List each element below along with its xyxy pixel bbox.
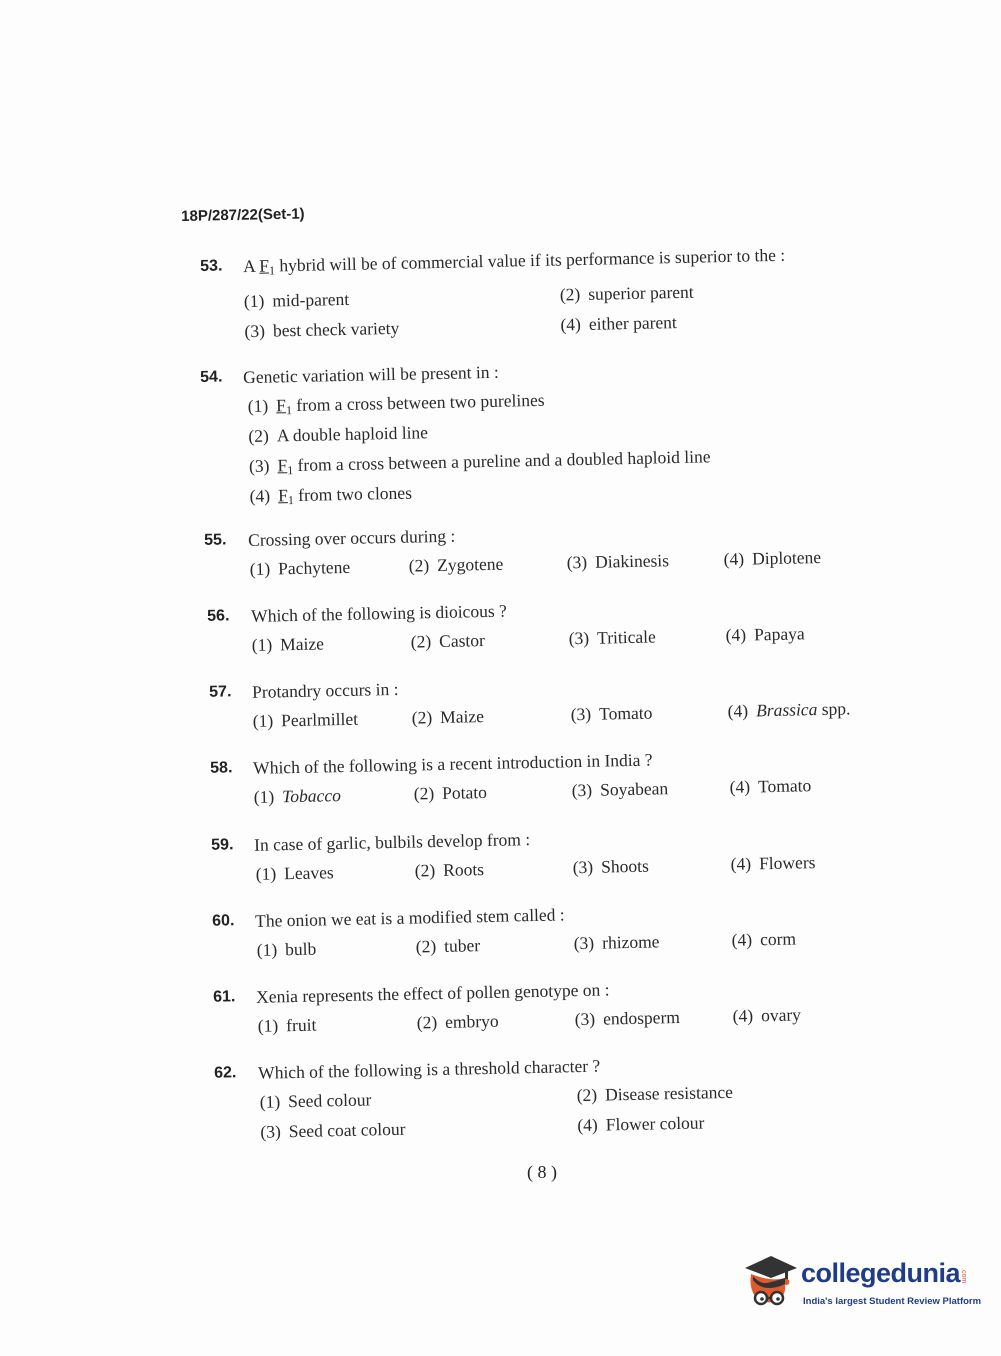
option-1: (1) Pearlmillet xyxy=(252,708,359,731)
option-3: (3) Shoots xyxy=(572,855,649,878)
question-text: Genetic variation will be present in : xyxy=(242,361,499,388)
question-number: 60. xyxy=(211,912,235,930)
brand-dotcom: .com xyxy=(960,1268,967,1284)
question-number: 54. xyxy=(200,368,223,386)
brand-tagline: India's largest Student Review Platform xyxy=(803,1296,982,1307)
question-text: Which of the following is a threshold character ? xyxy=(257,1055,601,1083)
option-3: (3) rhizome xyxy=(573,931,660,954)
option-4: (4) corm xyxy=(731,928,797,950)
option-4: (4) Flowers xyxy=(730,852,816,874)
option-2: (2) Castor xyxy=(410,630,486,652)
question-54 xyxy=(0,352,1001,521)
option-4: (4) Papaya xyxy=(725,623,805,645)
question-62 xyxy=(0,1048,1001,1157)
question-60 xyxy=(0,896,1001,975)
question-56 xyxy=(0,591,1001,670)
question-number: 62. xyxy=(213,1064,237,1082)
option-1: (1) Tobacco xyxy=(253,785,342,807)
option-2: (2) tuber xyxy=(415,935,481,957)
question-text: In case of garlic, bulbils develop from : xyxy=(253,829,531,855)
option-3: (3) Tomato xyxy=(570,702,653,725)
option-4: (4) Flower colour xyxy=(577,1112,705,1136)
option-3: (3) Seed coat colour xyxy=(260,1118,406,1142)
option-4: (4) Tomato xyxy=(729,775,812,797)
question-53 xyxy=(0,241,1001,356)
option-4: (4) ovary xyxy=(732,1004,802,1026)
option-3: (3) best check variety xyxy=(244,317,400,342)
option-4: (4) either parent xyxy=(560,312,677,335)
page-number: ( 8 ) xyxy=(527,1162,557,1182)
option-2: (2) Disease resistance xyxy=(576,1081,734,1106)
question-text: Which of the following is a recent introduction in India ? xyxy=(252,749,653,778)
option-2: (2) superior parent xyxy=(559,281,694,305)
option-3: (3) Diakinesis xyxy=(566,550,670,573)
question-number: 58. xyxy=(209,759,233,777)
option-2: (2) A double haploid line xyxy=(248,422,429,446)
option-1: (1) Pachytene xyxy=(249,556,351,579)
option-2: (2) Potato xyxy=(413,782,488,804)
question-number: 61. xyxy=(212,988,236,1006)
question-59 xyxy=(0,820,1001,899)
question-57 xyxy=(0,667,1001,746)
question-text: Which of the following is dioicous ? xyxy=(250,600,507,626)
brand-name: collegedunia xyxy=(801,1258,961,1288)
question-text: Crossing over occurs during : xyxy=(247,525,456,550)
question-55 xyxy=(0,515,1001,594)
option-2: (2) embryo xyxy=(416,1010,499,1033)
question-number: 59. xyxy=(210,836,234,854)
question-61 xyxy=(0,972,1001,1051)
option-1: (1) Seed colour xyxy=(259,1089,372,1112)
option-3: (3) endosperm xyxy=(574,1006,681,1030)
question-text: The onion we eat is a modified stem called : xyxy=(254,904,565,931)
option-3: (3) Soyabean xyxy=(571,778,669,801)
question-text: Protandry occurs in : xyxy=(251,678,399,702)
option-2: (2) Roots xyxy=(414,859,485,881)
option-3: (3) Triticale xyxy=(568,626,656,649)
question-number: 53. xyxy=(200,257,223,275)
question-number: 55. xyxy=(203,531,227,549)
option-1: (1) bulb xyxy=(256,938,317,960)
option-2: (2) Maize xyxy=(411,706,485,728)
option-1: (1) Maize xyxy=(251,633,325,655)
question-number: 57. xyxy=(208,683,232,701)
collegedunia-watermark xyxy=(741,1250,982,1320)
question-58 xyxy=(0,743,1001,822)
question-text: A $F_1$ hybrid will be of commercial value if its performance is superior to the : xyxy=(242,244,786,278)
question-text: Xenia represents the effect of pollen genotype on : xyxy=(255,979,610,1007)
option-4: (4) Diplotene xyxy=(723,547,822,570)
paper-code: 18P/287/22(Set-1) xyxy=(181,205,305,225)
option-1: (1) mid-parent xyxy=(243,288,350,312)
option-1: (1) Leaves xyxy=(255,862,334,884)
option-4: (4) $F_1$ from two clones xyxy=(249,482,413,508)
option-1: (1) fruit xyxy=(257,1014,317,1036)
option-2: (2) Zygotene xyxy=(408,553,504,576)
question-number: 56. xyxy=(206,607,230,625)
option-3: (3) $F_1$ from a cross between a pureline and a doubled haploid line xyxy=(248,446,711,478)
option-1: (1) $F_1$ from a cross between two purelines xyxy=(247,389,545,418)
option-4: (4) Brassica spp. xyxy=(727,698,851,721)
collegedunia-logo-icon xyxy=(741,1252,799,1310)
